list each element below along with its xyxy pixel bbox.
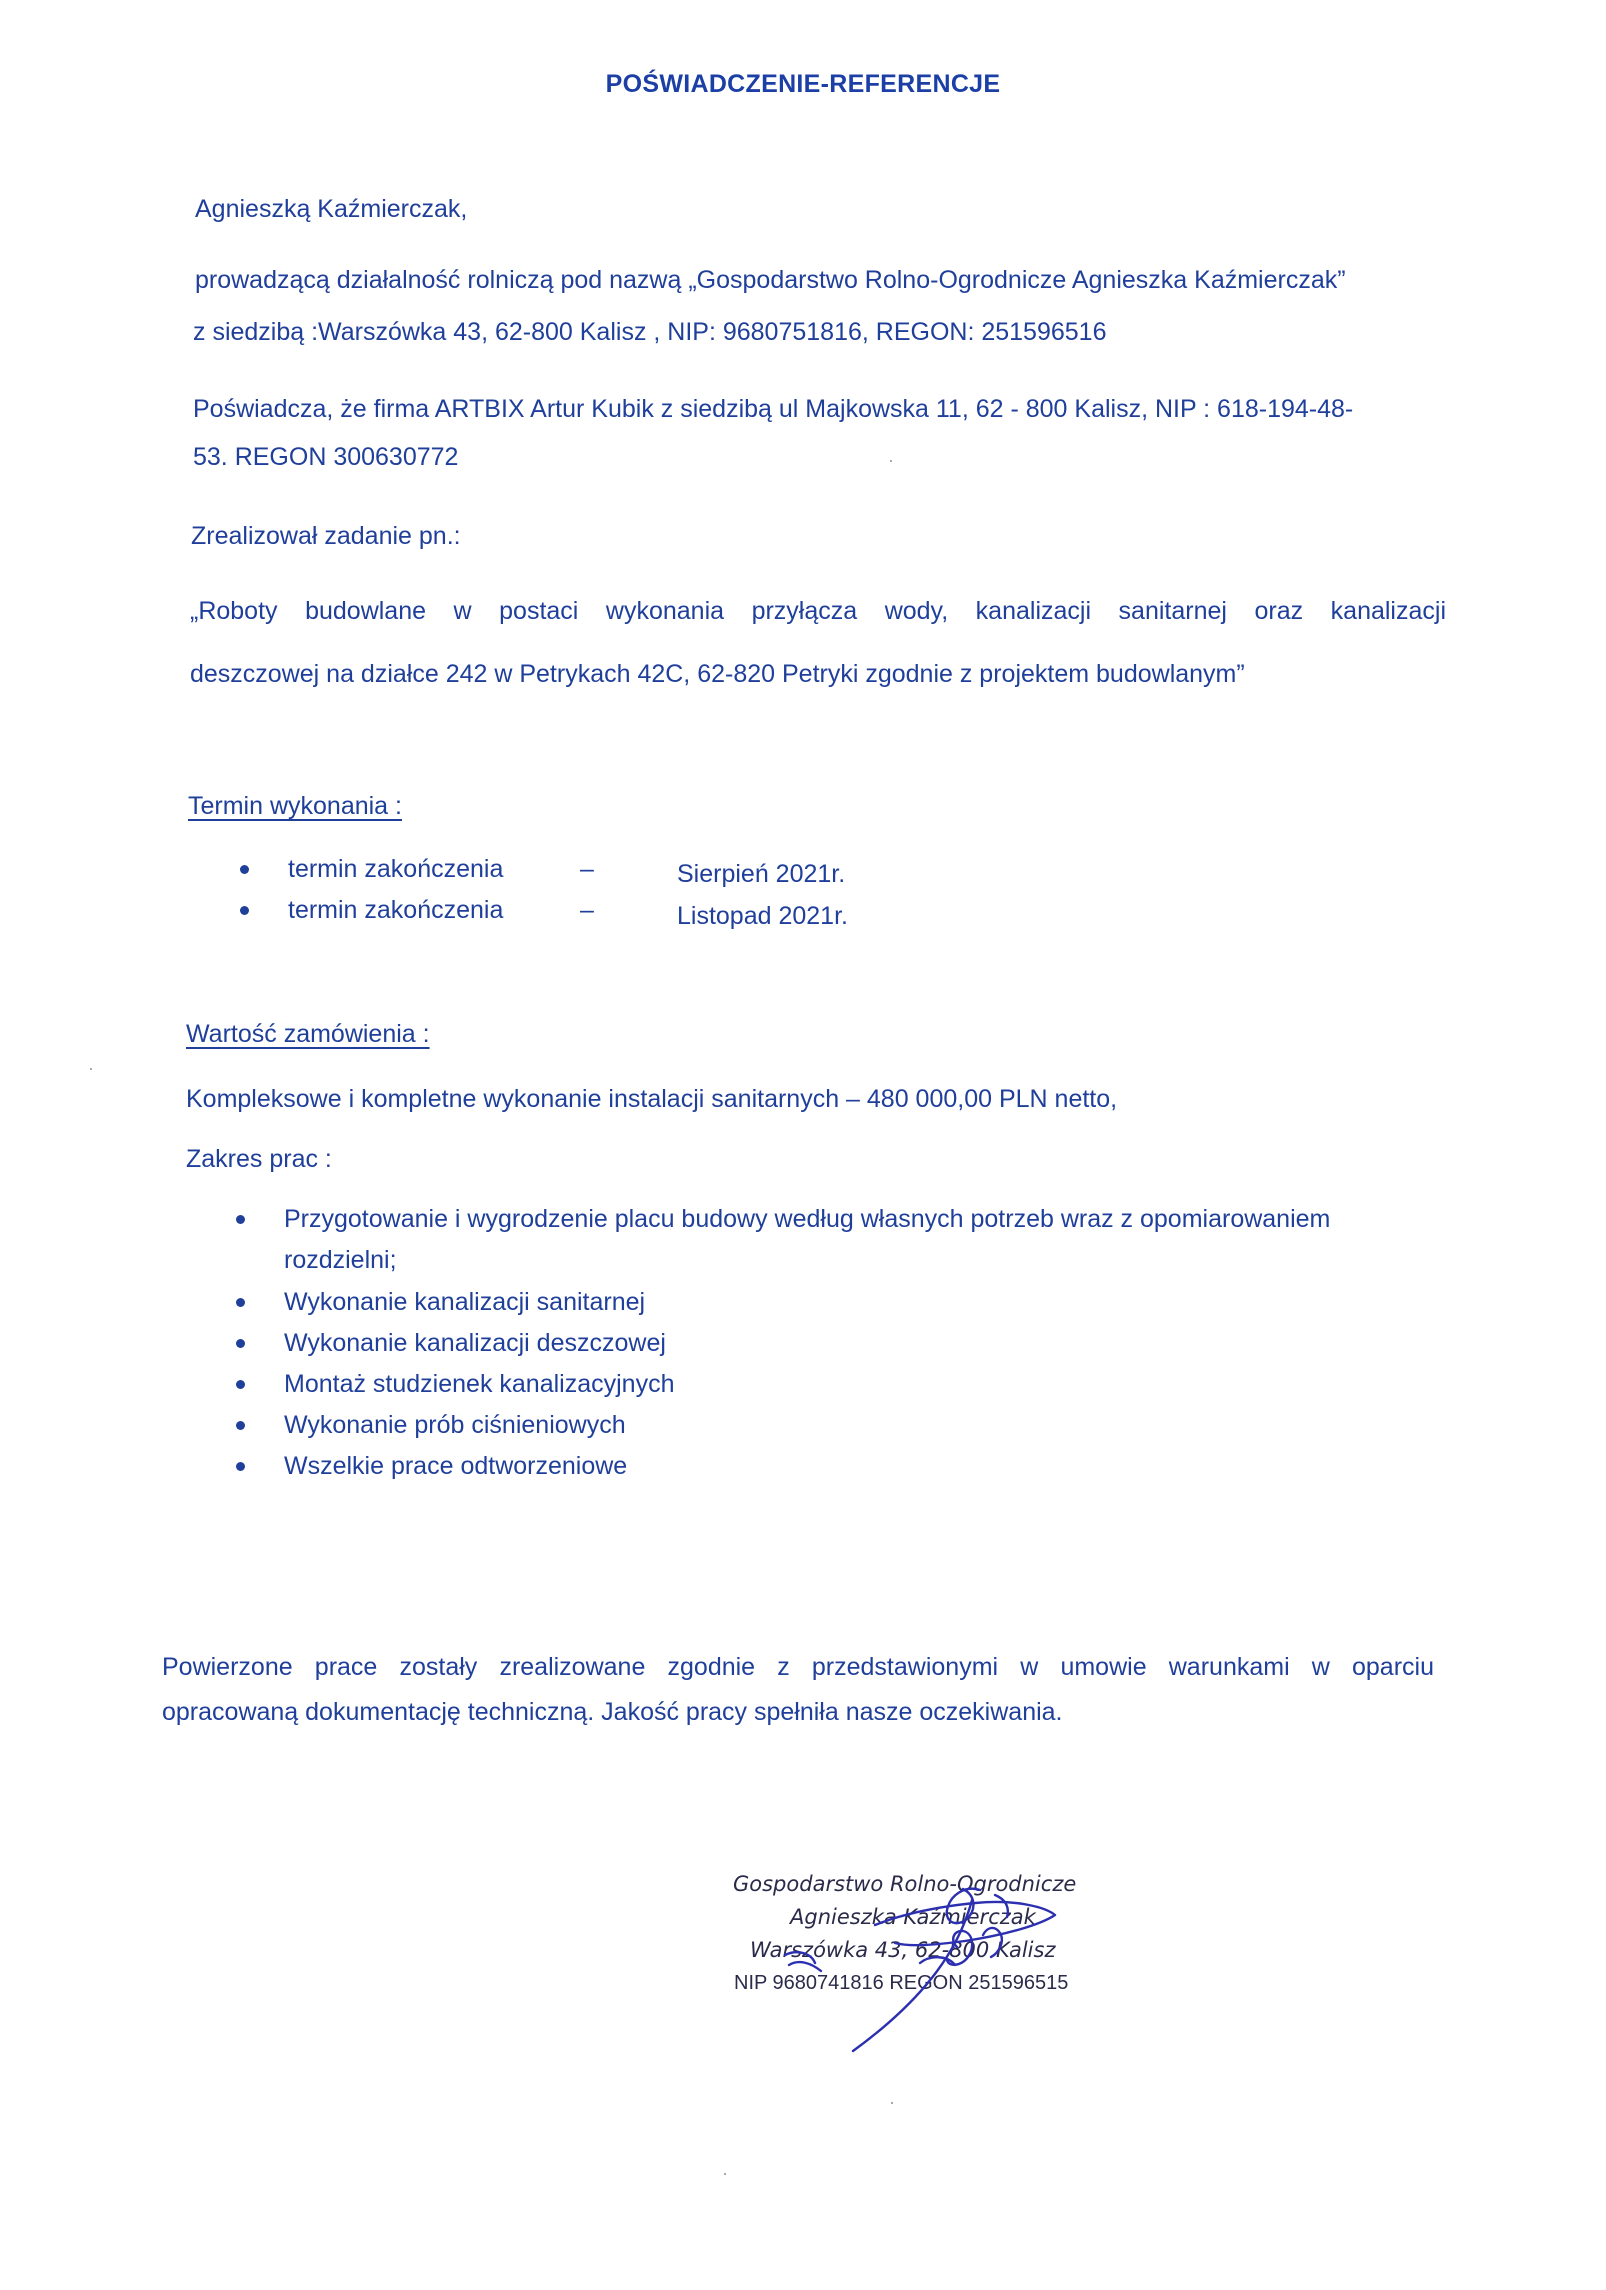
scope-item: Wykonanie prób ciśnieniowych bbox=[284, 1411, 626, 1439]
term-heading: Termin wykonania : bbox=[188, 792, 402, 820]
term-bullet bbox=[240, 906, 249, 915]
stamp-line-1: Gospodarstwo Rolno-Ogrodnicze bbox=[733, 1872, 1077, 1896]
scope-bullet bbox=[236, 1462, 245, 1471]
term-item-value: Sierpień 2021r. bbox=[677, 860, 846, 888]
task-intro: Zrealizował zadanie pn.: bbox=[191, 522, 461, 550]
term-item-value: Listopad 2021r. bbox=[677, 902, 848, 930]
task-line-1: „Roboty budowlane w postaci wykonania przyłącza wody, kanalizacji sanitarnej oraz kanalizacji bbox=[190, 597, 1446, 625]
scan-speck bbox=[724, 2173, 726, 2175]
task-line-2: deszczowej na działce 242 w Petrykach 42C, 62-820 Petryki zgodnie z projektem budowlanym” bbox=[190, 660, 1245, 688]
term-item-dash: – bbox=[580, 896, 594, 924]
scope-item: Wszelkie prace odtworzeniowe bbox=[284, 1452, 628, 1480]
issuer-name: Agnieszką Kaźmierczak, bbox=[195, 195, 468, 223]
issuer-activity: prowadzącą działalność rolniczą pod nazwą „Gospodarstwo Rolno-Ogrodnicze Agnieszka Kaźmierczak” bbox=[195, 266, 1346, 294]
scope-bullet bbox=[236, 1421, 245, 1430]
term-item-label: termin zakończenia bbox=[288, 855, 504, 883]
scope-heading: Zakres prac : bbox=[186, 1145, 332, 1173]
term-bullet bbox=[240, 865, 249, 874]
stamp-line-2: Agnieszka Kaźmierczak bbox=[790, 1905, 1036, 1929]
statement-line-2: 53. REGON 300630772 bbox=[193, 443, 459, 471]
scope-item: Przygotowanie i wygrodzenie placu budowy według własnych potrzeb wraz z opomiarowaniem bbox=[284, 1205, 1331, 1233]
scope-bullet bbox=[236, 1380, 245, 1389]
issuer-address: z siedzibą :Warszówka 43, 62-800 Kalisz , NIP: 9680751816, REGON: 251596516 bbox=[193, 318, 1107, 346]
stamp-line-3: Warszówka 43, 62-800 Kalisz bbox=[750, 1938, 1056, 1962]
scope-bullet bbox=[236, 1215, 245, 1224]
statement-line-1: Poświadcza, że firma ARTBIX Artur Kubik z siedzibą ul Majkowska 11, 62 - 800 Kalisz, NIP : 618-194-48- bbox=[193, 395, 1354, 423]
closing-line-1: Powierzone prace zostały zrealizowane zgodnie z przedstawionymi w umowie warunkami w oparciu bbox=[162, 1653, 1434, 1681]
handwritten-signature bbox=[725, 1855, 1115, 2055]
scan-speck bbox=[90, 1068, 92, 1070]
scope-item: Wykonanie kanalizacji deszczowej bbox=[284, 1329, 666, 1357]
scope-bullet bbox=[236, 1298, 245, 1307]
closing-line-2: opracowaną dokumentację techniczną. Jakość pracy spełniła nasze oczekiwania. bbox=[162, 1698, 1063, 1726]
scope-bullet bbox=[236, 1339, 245, 1348]
scan-speck bbox=[891, 2102, 893, 2104]
term-item-label: termin zakończenia bbox=[288, 896, 504, 924]
scope-item-continuation: rozdzielni; bbox=[284, 1246, 397, 1274]
document-title: POŚWIADCZENIE-REFERENCJE bbox=[605, 70, 1001, 98]
scope-item: Wykonanie kanalizacji sanitarnej bbox=[284, 1288, 646, 1316]
order-value-text: Kompleksowe i kompletne wykonanie instalacji sanitarnych – 480 000,00 PLN netto, bbox=[186, 1085, 1118, 1113]
stamp-line-4: NIP 9680741816 REGON 251596515 bbox=[734, 1972, 1069, 1994]
scope-item: Montaż studzienek kanalizacyjnych bbox=[284, 1370, 675, 1398]
term-item-dash: – bbox=[580, 855, 594, 883]
scan-speck bbox=[890, 460, 892, 462]
order-value-heading: Wartość zamówienia : bbox=[186, 1020, 430, 1048]
